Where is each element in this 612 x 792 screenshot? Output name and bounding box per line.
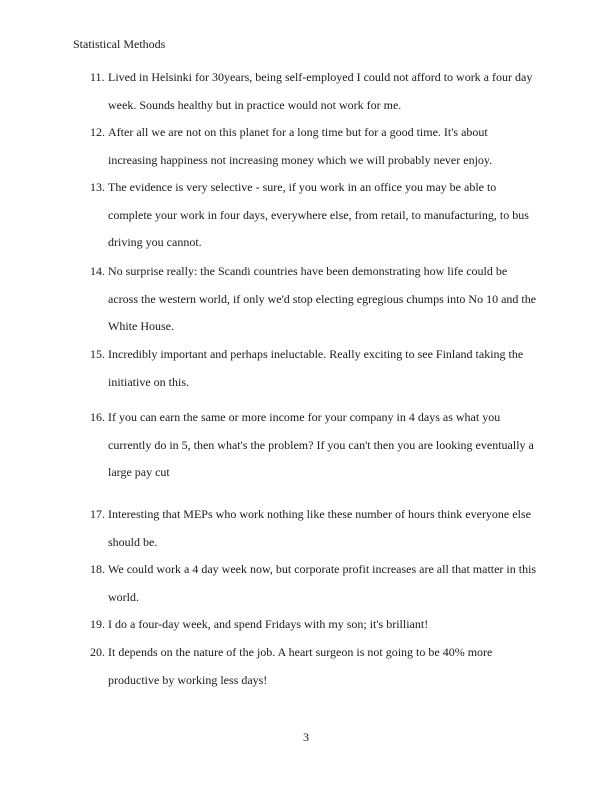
list-item-number: 20. — [90, 645, 105, 659]
list-item-number: 19. — [90, 617, 105, 631]
running-head: Statistical Methods — [73, 37, 166, 51]
list-item-number: 12. — [90, 125, 105, 139]
list-item-text: It depends on the nature of the job. A heart surgeon is not going to be 40% more productive by working less days! — [108, 645, 493, 687]
page-number: 3 — [303, 730, 309, 744]
list-item — [90, 174, 550, 257]
list-item — [90, 501, 550, 556]
list-item — [90, 404, 550, 487]
list-item — [90, 119, 550, 174]
list-item-number: 17. — [90, 507, 105, 521]
list-item-number: 18. — [90, 562, 105, 576]
list-item-text: The evidence is very selective - sure, if you work in an office you may be able to complete your work in four days, everywhere else, from retail, to manufacturing, to bus driving you cannot. — [108, 180, 529, 249]
list-item-text: Lived in Helsinki for 30years, being self-employed I could not afford to work a four day week. Sounds healthy but in practice would not work for me. — [108, 70, 533, 112]
list-item — [90, 341, 550, 396]
list-item-text: No surprise really: the Scandi countries have been demonstrating how life could be across the western world, if only we'd stop electing egregious chumps into No 10 and the White House. — [108, 264, 537, 333]
list-item — [90, 639, 550, 694]
list-item-number: 13. — [90, 180, 105, 194]
list-item — [90, 611, 550, 639]
list-item-number: 15. — [90, 347, 105, 361]
list-item-number: 14. — [90, 264, 105, 278]
list-item-text: Interesting that MEPs who work nothing like these number of hours think everyone else should be. — [108, 507, 531, 549]
list-item-number: 16. — [90, 410, 105, 424]
list-item-text: Incredibly important and perhaps ineluctable. Really exciting to see Finland taking the initiative on this. — [108, 347, 524, 389]
list-item — [90, 258, 550, 341]
list-item-number: 11. — [90, 70, 105, 84]
list-item — [90, 556, 550, 611]
list-item-text: We could work a 4 day week now, but corporate profit increases are all that matter in this world. — [108, 562, 537, 604]
list-item — [90, 64, 550, 119]
list-item-text: I do a four-day week, and spend Fridays with my son; it's brilliant! — [108, 617, 429, 631]
list-item-text: After all we are not on this planet for a long time but for a good time. It's about increasing happiness not increasing money which we will probably never enjoy. — [108, 125, 493, 167]
list-item-text: If you can earn the same or more income for your company in 4 days as what you currently do in 5, then what's the problem? If you can't then you are looking eventually a large pay cut — [108, 410, 534, 479]
